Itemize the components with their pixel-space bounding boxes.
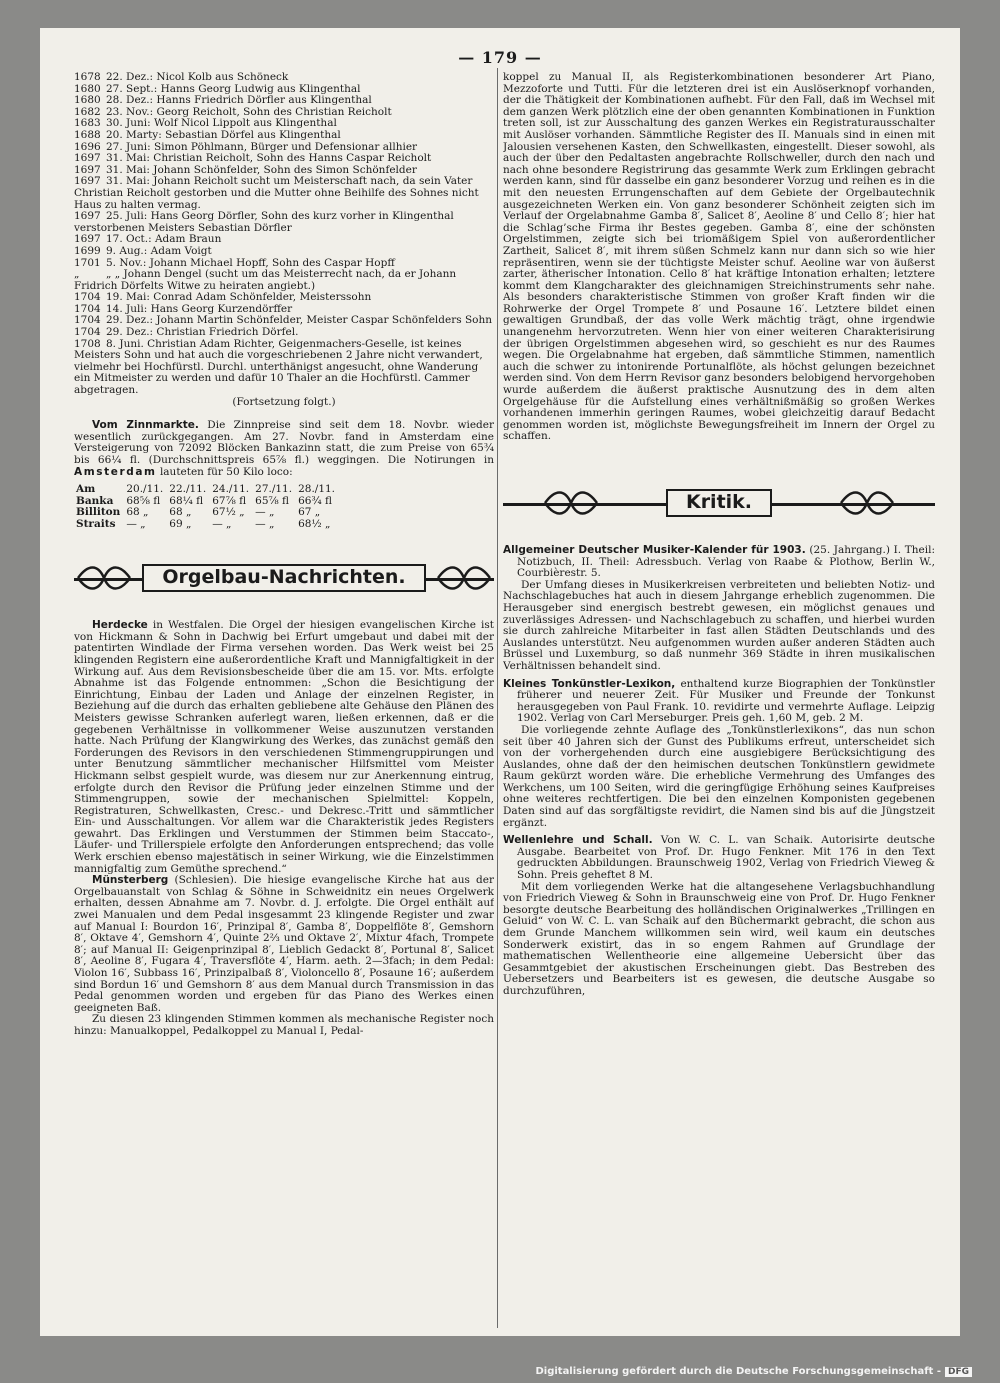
guild-entries-list [74, 72, 494, 397]
review-wellenlehre: Wellenlehre und Schall. Von W. C. L. van Schaik. Autorisirte deutsche Ausgabe. Bearbeitet von Prof. Dr. Hugo Fenkner. Mit 176 in den Text gedruckten Abbildungen. Braunschweig 1902, Verlag von Friedrich Vieweg & Sohn. Preis geheftet 8 M. Mit dem vorliegenden Werke hat die altangesehene Verlagsbuchhandlung von Friedrich Vieweg & Sohn in Braunschweig eine von Prof. Dr. Hugo Fenkner besorgte deutsche Bearbeitung des holländischen Originalwerkes „Trillingen en Geluid“ von W. C. L. van Schaik auf den Büchermarkt gebracht, die schon aus dem Grunde Manchem willkommen sein wird, weil kaum ein deutsches Sonderwerk existirt, das in so engem Rahmen auf Grundlage der mathematischen Wellentheorie eine allgemeine Uebersicht über das Gesammtgebiet der akustischen Erscheinungen giebt. Das Bestreben des Uebersetzers und Bearbeiters ist es gewesen, die deutsche Ausgabe so durchzuführen, [503, 834, 935, 997]
left-column [74, 72, 494, 1332]
flourish-icon [436, 562, 492, 594]
guild-entry: 1704 29. Dez.: Johann Martin Schönfelder, Meister Caspar Schönfelders Sohn [74, 314, 493, 327]
guild-entry: 1704 14. Juli: Hans Georg Kurzendörffer [74, 302, 293, 315]
guild-entry: 1696 27. Juni: Simon Pöhlmann, Bürger und Defensionar allhier [74, 140, 418, 153]
guild-entry: 1688 20. Marty: Sebastian Dörfel aus Klingenthal [74, 128, 341, 141]
guild-entry: 1699 9. Aug.: Adam Voigt [74, 244, 212, 257]
page-number: — 179 — [458, 48, 542, 67]
guild-entry: 1697 31. Mai: Johann Reicholt sucht um Meisterschaft nach, da sein Vater Christian Reicholt gestorben und die Mutter ohne Beihilfe des Sohnes nicht Haus zu halten vermag. [74, 175, 479, 211]
guild-entry: 1697 25. Juli: Hans Georg Dörfler, Sohn des kurz vorher in Klingenthal verstorbenen Meisters Sebastian Dörfler [74, 210, 454, 234]
flourish-icon [543, 487, 599, 519]
table-row: Banka 68⅝ fl 68¼ fl 67⅞ fl 65⅞ fl 66¾ fl [76, 494, 332, 507]
zinn-paragraph: Vom Zinnmarkte. Die Zinnpreise sind seit dem 18. Novbr. wieder wesentlich zurückgegangen. Am 27. Novbr. fand in Amsterdam eine Versteigerung von 72092 Blöcken Bankazinn statt, die zum Preise von 65¾ bis 66¼ fl. (Durchschnittspreis 65⅞ fl.) weggingen. Die Notirungen in Amsterdam lauteten für 50 Kilo loco: [74, 419, 494, 478]
guild-entry: 1704 29. Dez.: Christian Friedrich Dörfel. [74, 326, 299, 339]
muensterberg-paragraph: Münsterberg (Schlesien). Die hiesige evangelische Kirche hat aus der Orgelbauanstalt von Schlag & Söhne in Schweidnitz ein neues Orgelwerk erhalten, dessen Abnahme am 7. Novbr. d. J. erfolgte. Die Orgel enthält auf zwei Manualen und dem Pedal insgesammt 23 klingende Register und zwar auf Manual I: Bourdon 16′, Prinzipal 8′, Gamba 8′, Doppelflöte 8′, Gemshorn 8′, Oktave 4′, Gemshorn 4′, Quinte 2⅔ und Oktave 2′, Mixtur 4fach, Trompete 8′; auf Manual II: Geigenprinzipal 8′, Lieblich Gedackt 8′, Portunal 8′, Salicet 8′, Aeoline 8′, Fugara 4′, Traversflöte 4′, Harm. aeth. 2—3fach; in dem Pedal: Violon 16′, Subbass 16′, Prinzipalbaß 8′, Violoncello 8′, Posaune 16′; außerdem sind Bordun 16′ und Gemshorn 8′ aus dem Manual durch Transmission in das Pedal genommen worden und ergeben für das Piano des Werkes einen geeigneten Baß. [74, 874, 494, 1014]
scanned-page [40, 28, 960, 1336]
dfg-logo: DFG [945, 1367, 972, 1377]
guild-entry: 1701 5. Nov.: Johann Michael Hopff, Sohn des Caspar Hopff [74, 256, 395, 269]
column-divider [497, 68, 498, 1328]
guild-entry: 1683 30. Juni: Wolf Nicol Lippolt aus Klingenthal [74, 117, 337, 130]
guild-entry: 1678 22. Dez.: Nicol Kolb aus Schöneck [74, 72, 289, 83]
flourish-icon [839, 487, 895, 519]
section-title: Kritik. [666, 489, 772, 517]
guild-entry: 1697 31. Mai: Johann Schönfelder, Sohn des Simon Schönfelder [74, 163, 417, 176]
guild-entry: 1682 23. Nov.: Georg Reicholt, Sohn des Christian Reicholt [74, 105, 392, 118]
tin-price-table [76, 484, 341, 530]
guild-entry: 1680 28. Dez.: Hanns Friedrich Dörfler aus Klingenthal [74, 94, 372, 107]
review-tonkuenstler-lexikon: Kleines Tonkünstler-Lexikon, enthaltend kurze Biographien der Tonkünstler früherer und neuerer Zeit. Für Musiker und Freunde der Tonkunst herausgegeben von Paul Frank. 10. revidirte und vermehrte Auflage. Leipzig 1902. Verlag von Carl Merseburger. Preis geh. 1,60 M, geb. 2 M. Die vorliegende zehnte Auflage des „Tonkünstlerlexikons“, das nun schon seit über 40 Jahren sich der Gunst des Publikums erfreut, unterscheidet sich von der vorhergehenden durch eine ausgiebigere Berücksichtigung des Auslandes, ohne daß der den heimischen deutschen Tonkünstlern gewidmete Raum gekürzt worden wäre. Die erhebliche Vermehrung des Umfanges des Werkchens, um 100 Seiten, wird die geringfügige Erhöhung seines Kaufpreises ohne weiteres rechtfertigen. Die bei den einzelnen Komponisten gegebenen Daten sind auf das sorgfältigste revidirt, die Namen sind bis auf die Jüngstzeit ergänzt. [503, 677, 935, 829]
guild-entry: „ „ „ Johann Dengel (sucht um das Meisterrecht nach, da er Johann Fridrich Dörfelts Witwe zu heiraten angiebt.) [74, 268, 457, 292]
guild-entry: 1680 27. Sept.: Hanns Georg Ludwig aus Klingenthal [74, 82, 361, 95]
registers-paragraph: Zu diesen 23 klingenden Stimmen kommen als mechanische Register noch hinzu: Manualkoppel, Pedalkoppel zu Manual I, Pedal- [74, 1013, 494, 1037]
continued-paragraph: koppel zu Manual II, als Registerkombinationen besonderer Art Piano, Mezzoforte und Tutti. Für die letzteren drei ist ein Auslöserknopf vorhanden, der die Thätigkeit der Kombinationen aufhebt. Für den Fall, daß im Wechsel mit dem ganzen Werk plötzlich eine der oben genannten Kombinationen in Funktion treten soll, ist zur Ausschaltung des ganzen Werkes ein Registraturausschalter mit Auslöser vorhanden. Sämmtliche Register des II. Manuals sind in einen mit Jalousien versehenen Kasten, den Schwellkasten, eingestellt. Dieser sowohl, als auch der über den Pedaltasten angebrachte Rollschweller, durch den nach und nach ohne besondere Registrirung das gesammte Werk zum Erklingen gebracht werden kann, sind für dasselbe ein ganz besonderer Vorzug und reihen es in die mit den neuesten Errungenschaften auf dem Gebiete der Orgelbautechnik ausgezeichneten Werken ein. Von ganz besonderer Schönheit zeigten sich im Verlauf der Orgelabnahme Gamba 8′, Salicet 8′, Aeoline 8′ und Cello 8′; hier hat die Schlag’sche Firma ihr Bestes gegeben. Gamba 8′, eine der schönsten Orgelstimmen, zeigte sich bei triomäßigem Spiel von außerordentlicher Zartheit, Salicet 8′, mit ihrem süßen Schmelz kann nur dann sich so wie hier repräsentiren, wenn sie der tüchtigste Meister schuf. Aeoline war von äußerst zarter, ätherischer Intonation. Cello 8′ hat kräftige Intonation erhalten; letztere kommt dem Klangcharakter des gleichnamigen Streichinstruments sehr nahe. Als besonders charakteristische Stimmen von großer Kraft finden wir die Rohrwerke der Orgel Trompete 8′ und Posaune 16′. Letztere bildet einen gewaltigen Grundbaß, der das volle Werk mächtig trägt, ohne irgendwie unangenehm hervorzutreten. Wenn hier von einer weiteren Charakterisirung der übrigen Orgelstimmen abgesehen wird, so geschieht es nur des Raumes wegen. Die Orgelabnahme hat ergeben, daß sämmtliche Stimmen, namentlich auch die schwer zu intonirende Portunalflöte, als höchst gelungen bezeichnet werden sind. Von dem Herrn Revisor ganz besonders belobigend hervorgehoben wurde außerdem die äußerst praktische Ausnutzung des in dem alten Orgelgehäuse für die Aufstellung eines verhältnißmäßig so großen Werkes vorhandenen immerhin geringen Raumes, wobei gleichzeitig darauf Bedacht genommen worden ist, möglichste Bewegungsfreiheit im Innern der Orgel zu schaffen. [503, 72, 935, 443]
orgelbau-banner [74, 556, 494, 600]
right-column [503, 72, 935, 1332]
kritik-banner [503, 481, 935, 525]
table-row: Straits — „ 69 „ — „ — „ 68½ „ [76, 517, 331, 530]
table-header-row: Am 20./11. 22./11. 24./11. 27./11. 28./11. [76, 483, 336, 496]
flourish-icon [76, 562, 132, 594]
guild-entry: 1704 19. Mai: Conrad Adam Schönfelder, Meisterssohn [74, 291, 372, 304]
table-row: Billiton 68 „ 68 „ 67½ „ — „ 67 „ [76, 506, 321, 519]
guild-entry: 1697 17. Oct.: Adam Braun [74, 233, 222, 246]
dfg-credit: Digitalisierung gefördert durch die Deutsche Forschungsgemeinschaft - DFG [535, 1366, 972, 1377]
zinn-title: Vom Zinnmarkte. [92, 419, 199, 432]
herdecke-paragraph: Herdecke in Westfalen. Die Orgel der hiesigen evangelischen Kirche ist von Hickmann & Sohn in Dachwig bei Erfurt umgebaut und dabei mit der patentirten Windlade der Firma versehen worden. Das Werk weist bei 25 klingenden Registern eine außerordentliche Kraft und Mannigfaltigkeit in der Wirkung auf. Aus dem Revisionsbescheide über die am 15. vor. Mts. erfolgte Abnahme ist das Folgende entnommen: „Schon die Besichtigung der Einrichtung, Einbau der Laden und Anlage der einzelnen Register, in Beziehung auf die durch das erhalten gebliebene alte Gehäuse den Plänen des Meisters gewisse Schranken auferlegt waren, ließen erkennen, daß er die gegebenen Verhältnisse in vollkommener Weise auszunutzen verstanden hatte. Nach Prüfung der Klangwirkung des Werkes, das zunächst gemäß den Forderungen des Revisors in den verschiedenen Stimmengruppirungen und unter Benutzung sämmtlicher mechanischer Hilfsmittel vom Meister Hickmann selbst gespielt wurde, was diesem nur zur Anerkennung eintrug, erfolgte durch den Revisor die Prüfung jeder einzelnen Stimme und der Stimmengruppen, sowie der mechanischen Spielmittel: Koppeln, Registraturen, Schwellkasten, Cresc.- und Dekresc.-Tritt und sämmtlicher Ein- und Ausschaltungen. Vor allem war die Charakteristik jedes Registers gewahrt. Das Erklingen und Verstummen der Stimmen beim Staccato-, Läufer- und Trillerspiele erfolgte den Anforderungen entsprechend; das volle Werk erschien ebenso majestätisch in seiner Wirkung, wie die Einzelstimmen mannigfaltig zum Gemüthe sprechend.“ [74, 619, 494, 875]
review-musiker-kalender: Allgemeiner Deutscher Musiker-Kalender für 1903. (25. Jahrgang.) I. Theil: Notizbuch, II. Theil: Adressbuch. Verlag von Raabe & Plothow, Berlin W., Courbièrestr. 5. Der Umfang dieses in Musikerkreisen verbreiteten und beliebten Notiz- und Nachschlagebuches hat auch in diesem Jahrgange erheblich zugenommen. Die Herausgeber sind energisch bestrebt gewesen, ein möglichst genaues und zuverlässiges Adressen- und Nachschlagebuch zu schaffen, und hierbei wurden sie durch zahlreiche Mitarbeiter in fast allen Städten Deutschlands und des Auslandes unterstützt. Neu aufgenommen wurden außer anderen Städten auch Brüssel und Luxemburg, so daß nunmehr 369 Städte in ihren musikalischen Verhältnissen behandelt sind. [503, 544, 935, 672]
section-title: Orgelbau-Nachrichten. [142, 564, 425, 592]
continuation-note: (Fortsetzung folgt.) [232, 395, 336, 408]
guild-entry: 1708 8. Juni. Christian Adam Richter, Geigenmachers-Geselle, ist keines Meisters Sohn und hat auch die vorgeschriebenen 2 Jahre nicht verwandert, vielmehr bei Hochfürstl. Durchl. unterthänigst angesucht, ohne Wanderung ein Mitmeister zu werden und dafür 10 Thaler an die Hochfürstl. Cammer abgetragen. [74, 337, 483, 397]
guild-entry: 1697 31. Mai: Christian Reicholt, Sohn des Hanns Caspar Reicholt [74, 152, 432, 165]
